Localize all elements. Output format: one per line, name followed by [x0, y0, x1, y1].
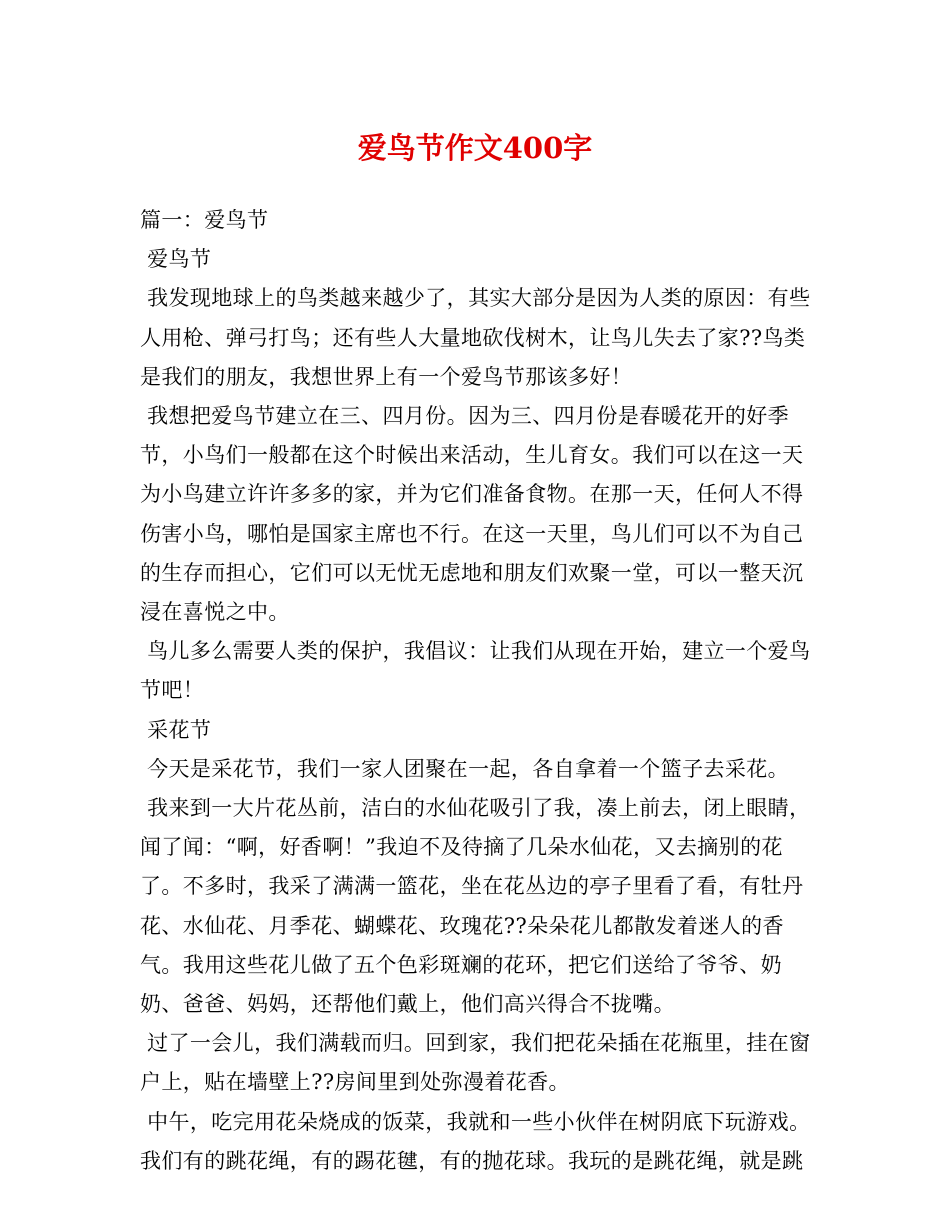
document-title: 爱鸟节作文400字 [357, 131, 593, 165]
paragraph: 我想把爱鸟节建立在三、四月份。因为三、四月份是春暖花开的好季节，小鸟们一般都在这个时候出来活动，生儿育女。我们可以在这一天为小鸟建立许许多多的家，并为它们准备食物。在那一天，任何人不得伤害小鸟，哪怕是国家主席也不行。在这一天里，鸟儿们可以不为自己的生存而担心，它们可以无忧无虑地和朋友们欢聚一堂，可以一整天沉浸在喜悦之中。 [140, 404, 804, 625]
paragraph: 鸟儿多么需要人类的保护，我倡议：让我们从现在开始，建立一个爱鸟节吧！ [140, 639, 811, 703]
paragraph: 我发现地球上的鸟类越来越少了，其实大部分是因为人类的原因：有些人用枪、弹弓打鸟；还有些人大量地砍伐树木，让鸟儿失去了家??鸟类是我们的朋友，我想世界上有一个爱鸟节那该多好！ [140, 286, 811, 389]
document-body [140, 201, 820, 1181]
paragraph: 过了一会儿，我们满载而归。回到家，我们把花朵插在花瓶里，挂在窗户上，贴在墙壁上??房间里到处弥漫着花香。 [140, 1031, 811, 1095]
subheading-flower-day: 采花节 [140, 717, 212, 742]
paragraph: 我来到一大片花丛前，洁白的水仙花吸引了我，凑上前去，闭上眼睛，闻了闻：“啊，好香啊！”我迫不及待摘了几朵水仙花，又去摘别的花了。不多时，我采了满满一篮花，坐在花丛边的亭子里看了看，有牡丹花、水仙花、月季花、蝴蝶花、玫瑰花??朵朵花儿都散发着迷人的香气。我用这些花儿做了五个色彩斑斓的花环，把它们送给了爷爷、奶奶、爸爸、妈妈，还帮他们戴上，他们高兴得合不拢嘴。 [140, 796, 811, 1017]
heading-part-one: 篇一：爱鸟节 [140, 208, 269, 232]
paragraph: 今天是采花节，我们一家人团聚在一起，各自拿着一个篮子去采花。 [140, 756, 790, 781]
paragraph: 中午，吃完用花朵烧成的饭菜，我就和一些小伙伴在树阴底下玩游戏。我们有的跳花绳，有的踢花毽，有的抛花球。我玩的是跳花绳，就是跳 [140, 1109, 811, 1173]
subheading-bird-day: 爱鸟节 [140, 247, 212, 272]
